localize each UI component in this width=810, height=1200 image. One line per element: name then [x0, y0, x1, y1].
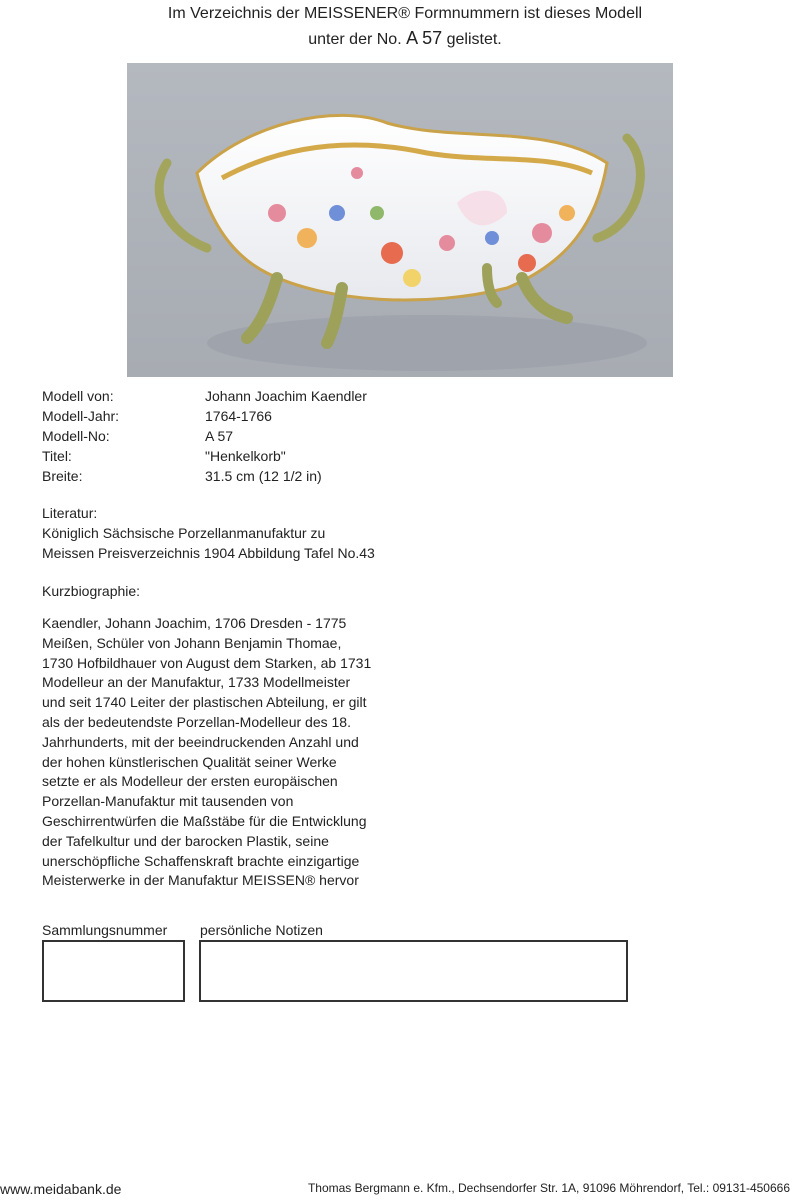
collection-number-field[interactable]	[42, 940, 185, 1002]
header-line2-pre: unter der No.	[308, 31, 402, 48]
specs-table	[42, 386, 367, 486]
header-line-1: Im Verzeichnis der MEISSENER® Formnummern ist dieses Modell	[167, 5, 643, 22]
header-line-2	[0, 26, 810, 52]
bio-line: Geschirrentwürfen die Maßstäbe für die Entwicklung	[42, 812, 367, 829]
literature-heading: Literatur:	[42, 505, 98, 521]
bio-line: Jahrhunderts, mit der beeindruckenden Anzahl und	[42, 733, 359, 750]
spec-value: 1764-1766	[205, 408, 272, 424]
model-number: A 57	[406, 28, 443, 48]
spec-value: "Henkelkorb"	[205, 448, 286, 464]
bio-line: Meißen, Schüler von Johann Benjamin Thomae,	[42, 634, 342, 651]
bio-line: und seit 1740 Leiter der plastischen Abteilung, er gilt	[42, 694, 367, 711]
bio-line: setzte er als Modelleur der ersten europäischen	[42, 773, 338, 790]
bio-line: Meisterwerke in der Manufaktur MEISSEN® hervor	[42, 872, 359, 889]
spec-row	[42, 426, 367, 446]
header	[0, 2, 810, 52]
spec-value: A 57	[205, 428, 234, 444]
literature-line-1: Königlich Sächsische Porzellanmanufaktur zu	[42, 525, 326, 541]
literature-section	[42, 503, 422, 563]
bio-line: Kaendler, Johann Joachim, 1706 Dresden - 1775	[42, 615, 347, 631]
spec-key: Modell-Jahr:	[42, 408, 120, 424]
spec-row	[42, 446, 367, 466]
spec-row	[42, 406, 367, 426]
spec-value: 31.5 cm (12 1/2 in)	[205, 468, 322, 484]
header-line2-post: gelistet.	[446, 31, 502, 48]
biography-heading: Kurzbiographie:	[42, 583, 141, 599]
bio-line: 1730 Hofbildhauer von August dem Starken, ab 1731	[42, 654, 372, 671]
collection-number-label: Sammlungsnummer	[42, 922, 168, 938]
spec-value: Johann Joachim Kaendler	[205, 388, 367, 404]
basket-image	[127, 63, 673, 377]
personal-notes-field[interactable]	[199, 940, 628, 1002]
spec-key: Modell von:	[42, 388, 114, 404]
footer-address: Thomas Bergmann e. Kfm., Dechsendorfer Str. 1A, 91096 Möhrendorf, Tel.: 09131-450666	[307, 1181, 790, 1195]
bio-line: Modelleur an der Manufaktur, 1733 Modellmeister	[42, 674, 351, 691]
literature-line-2: Meissen Preisverzeichnis 1904 Abbildung Tafel No.43	[42, 545, 375, 561]
footer-website[interactable]: www.meidabank.de	[0, 1181, 122, 1197]
spec-key: Titel:	[42, 448, 72, 464]
spec-row	[42, 386, 367, 406]
bio-line: unerschöpfliche Schaffenskraft brachte einzigartige	[42, 852, 360, 869]
bio-line: Porzellan-Manufaktur mit tausenden von	[42, 793, 294, 810]
bio-line: als der bedeutendste Porzellan-Modelleur des 18.	[42, 713, 351, 730]
product-photo	[127, 63, 673, 377]
bio-line: der Tafelkultur und der barocken Plastik, seine	[42, 832, 329, 849]
spec-row	[42, 466, 367, 486]
spec-key: Modell-No:	[42, 428, 110, 444]
bio-line: der hohen künstlerischen Qualität seiner Werke	[42, 753, 337, 770]
personal-notes-label: persönliche Notizen	[200, 922, 323, 938]
spec-key: Breite:	[42, 468, 83, 484]
biography-text	[42, 614, 387, 891]
